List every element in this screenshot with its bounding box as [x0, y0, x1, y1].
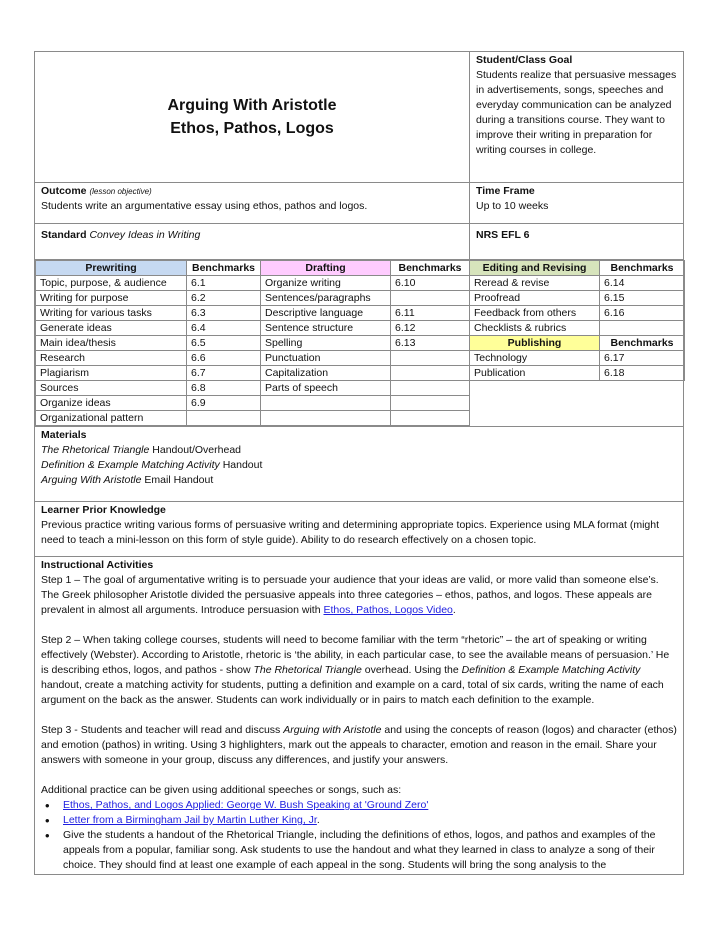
- goal-cell: [470, 52, 684, 183]
- activities-cell: [35, 557, 684, 875]
- drafting-skill: Spelling: [261, 336, 391, 351]
- empty-area: [470, 381, 685, 426]
- drafting-skill: Sentence structure: [261, 321, 391, 336]
- benchmarks-cell: [35, 260, 684, 427]
- outcome-cell: [35, 183, 470, 224]
- table-row: [36, 381, 685, 396]
- publishing-header: Publishing: [470, 336, 600, 351]
- benchmark-value: 6.10: [391, 276, 470, 291]
- birmingham-jail-link[interactable]: Letter from a Birmingham Jail by Martin Luther King, Jr: [63, 814, 317, 826]
- benchmark-value: 6.15: [600, 291, 685, 306]
- title-cell: [35, 52, 470, 183]
- step-1: Step 1 – The goal of argumentative writing is to persuade your audience that your ideas are valid, or more valid than someone else’s. The Greek philosopher Aristotle divided the persuasive appeals into three categories – ethos, pathos, and logos. These appeals are prevalent in almost all arguments. Introduce persuasion with Ethos, Pathos, Logos Video.: [41, 574, 659, 616]
- drafting-skill: Capitalization: [261, 366, 391, 381]
- nrs-cell: [470, 224, 684, 260]
- benchmark-value: [391, 396, 470, 411]
- table-row: [36, 366, 685, 381]
- benchmark-value: 6.1: [187, 276, 261, 291]
- step-3: Step 3 - Students and teacher will read and discuss Arguing with Aristotle and using the concepts of reason (logos) and character (ethos) and emotion (pathos) in writing. Using 3 highlighters, mark out the appeals to character, emotion and reason in the email. Share your answers with someone in your group, discuss any differences, and justify your answers.: [41, 724, 677, 766]
- prewriting-skill: Generate ideas: [36, 321, 187, 336]
- benchmark-value: 6.8: [187, 381, 261, 396]
- standard-label: Standard: [41, 229, 87, 241]
- editing-revising-header: Editing and Revising: [470, 261, 600, 276]
- bush-ground-zero-link[interactable]: Ethos, Pathos, and Logos Applied: George W. Bush Speaking at 'Ground Zero': [63, 799, 429, 811]
- outcome-text: Students write an argumentative essay using ethos, pathos and logos.: [41, 200, 368, 212]
- material-item: Definition & Example Matching Activity Handout: [41, 459, 263, 471]
- drafting-skill: Parts of speech: [261, 381, 391, 396]
- activities-label: Instructional Activities: [41, 559, 154, 571]
- prior-knowledge-cell: [35, 502, 684, 557]
- benchmark-value: 6.11: [391, 306, 470, 321]
- benchmark-value: 6.2: [187, 291, 261, 306]
- prewriting-skill: Research: [36, 351, 187, 366]
- time-frame-label: Time Frame: [476, 185, 535, 197]
- additional-practice-intro: Additional practice can be given using additional speeches or songs, such as:: [41, 784, 402, 796]
- prior-knowledge-text: Previous practice writing various forms of persuasive writing and determining appropriate topics. Experience using MLA format (might need to teach a mini-lesson on this form of style guide). Ability to do research effectively on a chosen topic.: [41, 519, 660, 546]
- benchmark-value: [600, 321, 685, 336]
- editing-skill: Checklists & rubrics: [470, 321, 600, 336]
- material-item: The Rhetorical Triangle Handout/Overhead: [41, 444, 242, 456]
- step-2: Step 2 – When taking college courses, students will need to become familiar with the term “rhetoric” – the art of speaking or writing effectively (Webster). According to Aristotle, rhetoric is ‘the ability, in each particular case, to see the available means of persuasion.’ He is describing ethos, logos, and pathos - show The Rhetorical Triangle overhead. Using the Definition & Example Matching Activity handout, create a matching activity for students, putting a definition and example on a card, total of six cards, writing the name of each argument on the back as the answer. Students can work individually or in pairs to match each definition to the example.: [41, 634, 670, 706]
- drafting-skill: [261, 411, 391, 426]
- drafting-skill: Organize writing: [261, 276, 391, 291]
- lesson-subtitle: Ethos, Pathos, Logos: [170, 120, 334, 137]
- time-frame-text: Up to 10 weeks: [476, 200, 549, 212]
- benchmarks-header: Benchmarks: [600, 261, 685, 276]
- benchmark-value: 6.12: [391, 321, 470, 336]
- drafting-skill: Punctuation: [261, 351, 391, 366]
- list-item: • Letter from a Birmingham Jail by Martin Luther King, Jr.: [63, 813, 677, 828]
- benchmark-value: 6.18: [600, 366, 685, 381]
- prewriting-skill: Writing for purpose: [36, 291, 187, 306]
- editing-skill: Reread & revise: [470, 276, 600, 291]
- prewriting-skill: Main idea/thesis: [36, 336, 187, 351]
- publishing-skill: Technology: [470, 351, 600, 366]
- outcome-label: Outcome: [41, 185, 87, 197]
- materials-label: Materials: [41, 429, 87, 441]
- lesson-plan-table: [34, 51, 684, 875]
- benchmark-value: 6.16: [600, 306, 685, 321]
- benchmark-value: 6.5: [187, 336, 261, 351]
- editing-skill: Proofread: [470, 291, 600, 306]
- benchmark-value: 6.9: [187, 396, 261, 411]
- prewriting-skill: Topic, purpose, & audience: [36, 276, 187, 291]
- lesson-title: Arguing With Aristotle: [167, 97, 337, 114]
- prewriting-header: Prewriting: [36, 261, 187, 276]
- video-link[interactable]: Ethos, Pathos, Logos Video: [323, 604, 453, 616]
- benchmark-value: 6.7: [187, 366, 261, 381]
- publishing-skill: Publication: [470, 366, 600, 381]
- standard-text: Convey Ideas in Writing: [89, 229, 201, 241]
- table-row: [36, 321, 685, 336]
- prior-knowledge-label: Learner Prior Knowledge: [41, 504, 166, 516]
- prewriting-skill: Sources: [36, 381, 187, 396]
- goal-label: Student/Class Goal: [476, 54, 573, 66]
- benchmarks-table: [35, 260, 685, 426]
- drafting-header: Drafting: [261, 261, 391, 276]
- benchmark-value: 6.17: [600, 351, 685, 366]
- list-item: [63, 798, 677, 813]
- goal-text: Students realize that persuasive messages in advertisements, songs, speeches and everyday communication can be analyzed during a transitions course. They want to improve their writing in preparation for writing courses in college.: [476, 69, 677, 156]
- drafting-skill: Sentences/paragraphs: [261, 291, 391, 306]
- benchmarks-header: Benchmarks: [391, 261, 470, 276]
- table-row: [36, 351, 685, 366]
- benchmark-value: [391, 351, 470, 366]
- prewriting-skill: Plagiarism: [36, 366, 187, 381]
- table-row: [36, 336, 685, 351]
- benchmarks-header: Benchmarks: [187, 261, 261, 276]
- material-item: Arguing With Aristotle Email Handout: [41, 474, 214, 486]
- drafting-skill: Descriptive language: [261, 306, 391, 321]
- materials-cell: [35, 427, 684, 502]
- prewriting-skill: Organize ideas: [36, 396, 187, 411]
- time-frame-cell: [470, 183, 684, 224]
- benchmark-value: [187, 411, 261, 426]
- benchmark-value: 6.14: [600, 276, 685, 291]
- benchmark-value: [391, 381, 470, 396]
- prewriting-skill: Organizational pattern: [36, 411, 187, 426]
- benchmark-value: 6.3: [187, 306, 261, 321]
- nrs-level: NRS EFL 6: [476, 229, 530, 241]
- benchmark-value: [391, 366, 470, 381]
- standard-cell: [35, 224, 470, 260]
- editing-skill: Feedback from others: [470, 306, 600, 321]
- additional-practice-list: [41, 798, 677, 873]
- benchmarks-header-row: [36, 261, 685, 276]
- lesson-plan-document: [34, 51, 683, 875]
- table-row: [36, 306, 685, 321]
- benchmark-value: [391, 411, 470, 426]
- benchmark-value: 6.4: [187, 321, 261, 336]
- table-row: [36, 291, 685, 306]
- benchmark-value: [391, 291, 470, 306]
- outcome-sublabel: (lesson objective): [89, 187, 152, 196]
- prewriting-skill: Writing for various tasks: [36, 306, 187, 321]
- drafting-skill: [261, 396, 391, 411]
- benchmark-value: 6.13: [391, 336, 470, 351]
- table-row: [36, 276, 685, 291]
- benchmarks-header: Benchmarks: [600, 336, 685, 351]
- list-item: • Give the students a handout of the Rhetorical Triangle, including the definitions of ethos, logos, and pathos and examples of the appeals from a popular, familiar song. Ask students to use the handout and what they learned in class to analyze a song of their choice. They should find at least one example of each appeal in the song. Students will bring the song analysis to the: [63, 828, 677, 873]
- benchmark-value: 6.6: [187, 351, 261, 366]
